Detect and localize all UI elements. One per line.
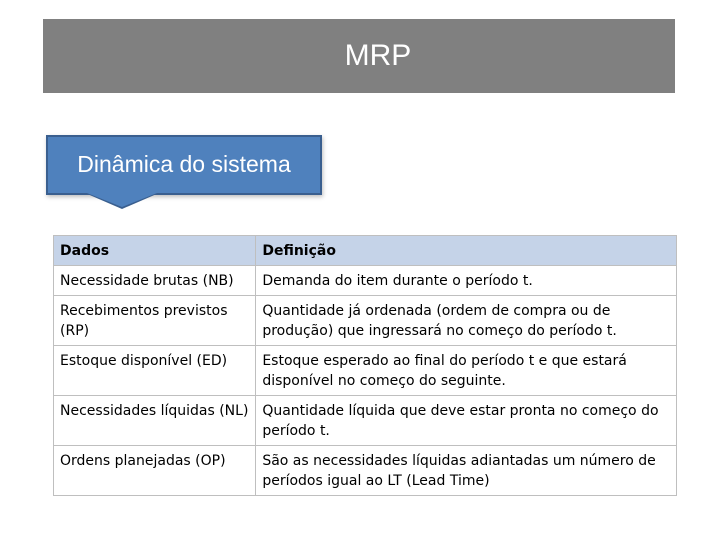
callout-box — [46, 135, 322, 195]
table-header-row — [54, 236, 677, 266]
slide-title: MRP — [344, 39, 412, 72]
row-definition: Demanda do item durante o período t. — [256, 266, 677, 296]
table-row — [54, 346, 677, 396]
table-row — [54, 446, 677, 496]
title-bar — [43, 19, 675, 93]
callout-pointer-fill — [87, 193, 157, 207]
header-dados: Dados — [54, 236, 256, 266]
table-row — [54, 266, 677, 296]
definitions-table-wrapper — [53, 235, 677, 496]
row-term: Estoque disponível (ED) — [54, 346, 256, 396]
definitions-table — [53, 235, 677, 496]
row-term: Recebimentos previstos (RP) — [54, 296, 256, 346]
row-definition: São as necessidades líquidas adiantadas um número de períodos igual ao LT (Lead Time) — [256, 446, 677, 496]
callout-label: Dinâmica do sistema — [77, 151, 291, 177]
header-definicao: Definição — [256, 236, 677, 266]
row-definition: Quantidade líquida que deve estar pronta no começo do período t. — [256, 396, 677, 446]
row-term: Necessidades líquidas (NL) — [54, 396, 256, 446]
row-term: Necessidade brutas (NB) — [54, 266, 256, 296]
table-row — [54, 296, 677, 346]
row-term: Ordens planejadas (OP) — [54, 446, 256, 496]
row-definition: Estoque esperado ao final do período t e que estará disponível no começo do seguinte. — [256, 346, 677, 396]
row-definition: Quantidade já ordenada (ordem de compra ou de produção) que ingressará no começo do período t. — [256, 296, 677, 346]
table-row — [54, 396, 677, 446]
